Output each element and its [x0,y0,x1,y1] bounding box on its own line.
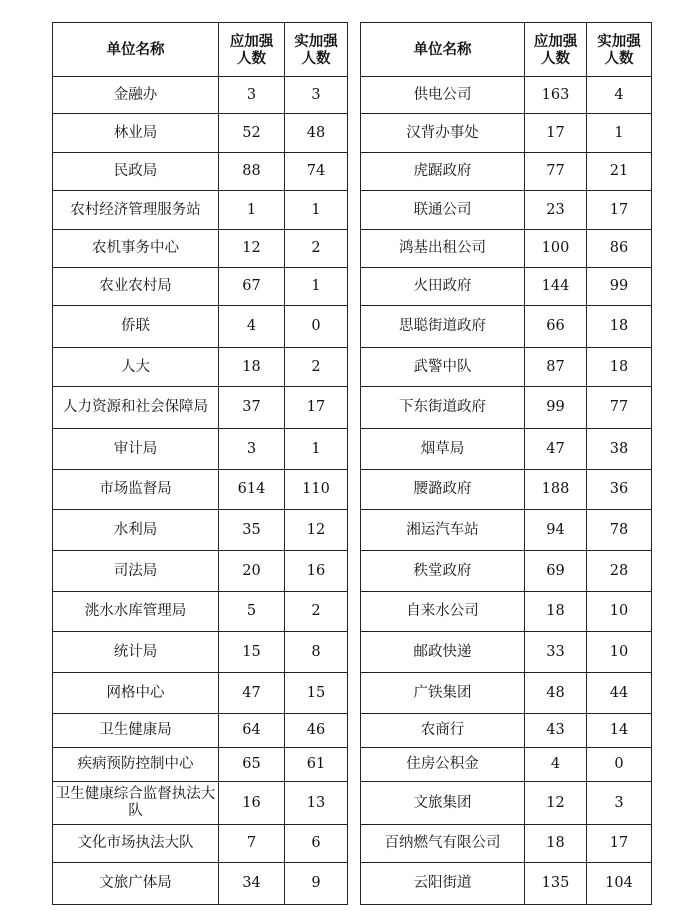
header-actual-line1: 实加强 [294,32,338,50]
required-count-cell: 144 [525,268,587,306]
table-row [361,714,652,748]
required-count-cell: 66 [525,306,587,348]
table-row [53,748,348,782]
actual-count-cell: 78 [587,510,652,551]
required-count-cell: 18 [219,348,285,387]
left-table [52,22,348,905]
actual-count-cell: 18 [587,348,652,387]
actual-count-cell: 17 [285,387,348,429]
table-row [361,748,652,782]
actual-count-cell: 86 [587,230,652,268]
required-count-cell: 47 [525,429,587,470]
table-row [361,863,652,905]
actual-count-cell: 1 [285,268,348,306]
required-count-cell: 47 [219,673,285,714]
required-count-cell: 77 [525,153,587,191]
table-row [361,632,652,673]
unit-name-cell: 网格中心 [53,673,219,714]
unit-name-cell: 腰潞政府 [361,470,525,510]
header-unit-label: 单位名称 [106,41,165,58]
actual-count-cell: 17 [587,825,652,863]
header-unit [53,23,219,77]
actual-count-cell: 0 [587,748,652,782]
header-actual [587,23,652,77]
table-row [361,387,652,429]
actual-count-cell: 74 [285,153,348,191]
unit-name-cell: 文化市场执法大队 [53,825,219,863]
required-count-cell: 37 [219,387,285,429]
unit-name-cell: 人大 [53,348,219,387]
actual-count-cell: 28 [587,551,652,592]
actual-count-cell: 2 [285,230,348,268]
unit-name-cell: 司法局 [53,551,219,592]
table-row [53,510,348,551]
table-row [53,114,348,153]
unit-name-cell: 农村经济管理服务站 [53,191,219,230]
required-count-cell: 3 [219,429,285,470]
table-row [53,782,348,825]
required-count-cell: 5 [219,592,285,632]
actual-count-cell: 8 [285,632,348,673]
actual-count-cell: 15 [285,673,348,714]
table-row [53,387,348,429]
unit-name-cell: 汉背办事处 [361,114,525,153]
actual-count-cell: 0 [285,306,348,348]
unit-name-cell: 自来水公司 [361,592,525,632]
actual-count-cell: 110 [285,470,348,510]
required-count-cell: 99 [525,387,587,429]
unit-name-cell: 洮水水库管理局 [53,592,219,632]
table-row [361,429,652,470]
actual-count-cell: 2 [285,348,348,387]
actual-count-cell: 21 [587,153,652,191]
unit-name-cell: 邮政快递 [361,632,525,673]
table-row [361,551,652,592]
actual-count-cell: 2 [285,592,348,632]
actual-count-cell: 38 [587,429,652,470]
required-count-cell: 52 [219,114,285,153]
required-count-cell: 163 [525,77,587,114]
required-count-cell: 12 [525,782,587,825]
table-row [53,191,348,230]
unit-name-cell: 鸿基出租公司 [361,230,525,268]
table-row [53,429,348,470]
unit-name-cell: 文旅广体局 [53,863,219,905]
table-row [53,268,348,306]
table-row [361,673,652,714]
unit-name-cell: 文旅集团 [361,782,525,825]
unit-name-cell: 住房公积金 [361,748,525,782]
unit-name-cell: 侨联 [53,306,219,348]
actual-count-cell: 14 [587,714,652,748]
actual-count-cell: 10 [587,632,652,673]
table-row [361,114,652,153]
actual-count-cell: 18 [587,306,652,348]
required-count-cell: 94 [525,510,587,551]
required-count-cell: 65 [219,748,285,782]
right-table-body [361,23,652,905]
unit-name-cell: 火田政府 [361,268,525,306]
unit-name-cell: 烟草局 [361,429,525,470]
right-table [360,22,652,905]
required-count-cell: 18 [525,825,587,863]
unit-name-cell: 武警中队 [361,348,525,387]
unit-name-cell: 审计局 [53,429,219,470]
required-count-cell: 33 [525,632,587,673]
unit-name-cell: 湘运汽车站 [361,510,525,551]
unit-name-cell: 金融办 [53,77,219,114]
table-row [53,825,348,863]
actual-count-cell: 48 [285,114,348,153]
actual-count-cell: 3 [587,782,652,825]
required-count-cell: 135 [525,863,587,905]
table-row [53,470,348,510]
header-required-line2: 人数 [237,49,266,67]
unit-name-cell: 联通公司 [361,191,525,230]
required-count-cell: 188 [525,470,587,510]
table-row [53,306,348,348]
unit-name-cell: 疾病预防控制中心 [53,748,219,782]
unit-name-cell: 林业局 [53,114,219,153]
unit-name-cell: 百纳燃气有限公司 [361,825,525,863]
actual-count-cell: 104 [587,863,652,905]
actual-count-cell: 46 [285,714,348,748]
header-required [219,23,285,77]
actual-count-cell: 17 [587,191,652,230]
required-count-cell: 100 [525,230,587,268]
table-row [361,191,652,230]
header-row [53,23,348,77]
required-count-cell: 18 [525,592,587,632]
table-row [361,153,652,191]
required-count-cell: 64 [219,714,285,748]
actual-count-cell: 99 [587,268,652,306]
unit-name-cell: 供电公司 [361,77,525,114]
table-row [53,863,348,905]
actual-count-cell: 10 [587,592,652,632]
table-row [361,348,652,387]
actual-count-cell: 44 [587,673,652,714]
table-row [53,77,348,114]
header-unit-label: 单位名称 [413,41,472,58]
table-row [361,510,652,551]
actual-count-cell: 3 [285,77,348,114]
required-count-cell: 17 [525,114,587,153]
table-row [361,306,652,348]
header-actual-line1: 实加强 [597,32,641,50]
unit-name-cell: 下东街道政府 [361,387,525,429]
required-count-cell: 12 [219,230,285,268]
table-row [361,77,652,114]
required-count-cell: 16 [219,782,285,825]
table-row [53,632,348,673]
table-row [53,714,348,748]
header-required-line1: 应加强 [229,32,274,50]
required-count-cell: 35 [219,510,285,551]
actual-count-cell: 16 [285,551,348,592]
unit-name-cell: 农机事务中心 [53,230,219,268]
table-row [361,470,652,510]
unit-name-cell: 民政局 [53,153,219,191]
required-count-cell: 23 [525,191,587,230]
required-count-cell: 48 [525,673,587,714]
required-count-cell: 7 [219,825,285,863]
actual-count-cell: 1 [285,191,348,230]
required-count-cell: 67 [219,268,285,306]
required-count-cell: 69 [525,551,587,592]
unit-name-cell: 广铁集团 [361,673,525,714]
required-count-cell: 4 [525,748,587,782]
unit-name-cell: 秩堂政府 [361,551,525,592]
required-count-cell: 87 [525,348,587,387]
actual-count-cell: 6 [285,825,348,863]
table-row [361,268,652,306]
unit-name-cell: 卫生健康综合监督执法大队 [53,782,219,825]
actual-count-cell: 36 [587,470,652,510]
header-required [525,23,587,77]
unit-name-cell: 农商行 [361,714,525,748]
required-count-cell: 43 [525,714,587,748]
table-row [53,673,348,714]
header-required-line2: 人数 [541,49,570,67]
actual-count-cell: 12 [285,510,348,551]
required-count-cell: 1 [219,191,285,230]
table-row [53,551,348,592]
actual-count-cell: 1 [285,429,348,470]
required-count-cell: 88 [219,153,285,191]
table-row [361,782,652,825]
unit-name-cell: 市场监督局 [53,470,219,510]
header-unit [361,23,525,77]
header-actual-line2: 人数 [301,49,331,67]
table-row [53,348,348,387]
actual-count-cell: 13 [285,782,348,825]
table-row [361,230,652,268]
actual-count-cell: 1 [587,114,652,153]
table-row [53,230,348,268]
actual-count-cell: 9 [285,863,348,905]
unit-name-cell: 云阳街道 [361,863,525,905]
unit-name-cell: 统计局 [53,632,219,673]
unit-name-cell: 卫生健康局 [53,714,219,748]
unit-name-cell: 人力资源和社会保障局 [53,387,219,429]
required-count-cell: 15 [219,632,285,673]
actual-count-cell: 77 [587,387,652,429]
required-count-cell: 34 [219,863,285,905]
header-required-line1: 应加强 [533,32,578,50]
unit-name-cell: 农业农村局 [53,268,219,306]
header-actual [285,23,348,77]
required-count-cell: 20 [219,551,285,592]
unit-name-cell: 水利局 [53,510,219,551]
left-table-body [53,23,348,905]
table-row [53,592,348,632]
required-count-cell: 3 [219,77,285,114]
header-row [361,23,652,77]
table-row [53,153,348,191]
actual-count-cell: 61 [285,748,348,782]
header-actual-line2: 人数 [604,49,634,67]
actual-count-cell: 4 [587,77,652,114]
table-row [361,592,652,632]
unit-name-cell: 虎踞政府 [361,153,525,191]
table-row [361,825,652,863]
unit-name-cell: 思聪街道政府 [361,306,525,348]
required-count-cell: 4 [219,306,285,348]
required-count-cell: 614 [219,470,285,510]
